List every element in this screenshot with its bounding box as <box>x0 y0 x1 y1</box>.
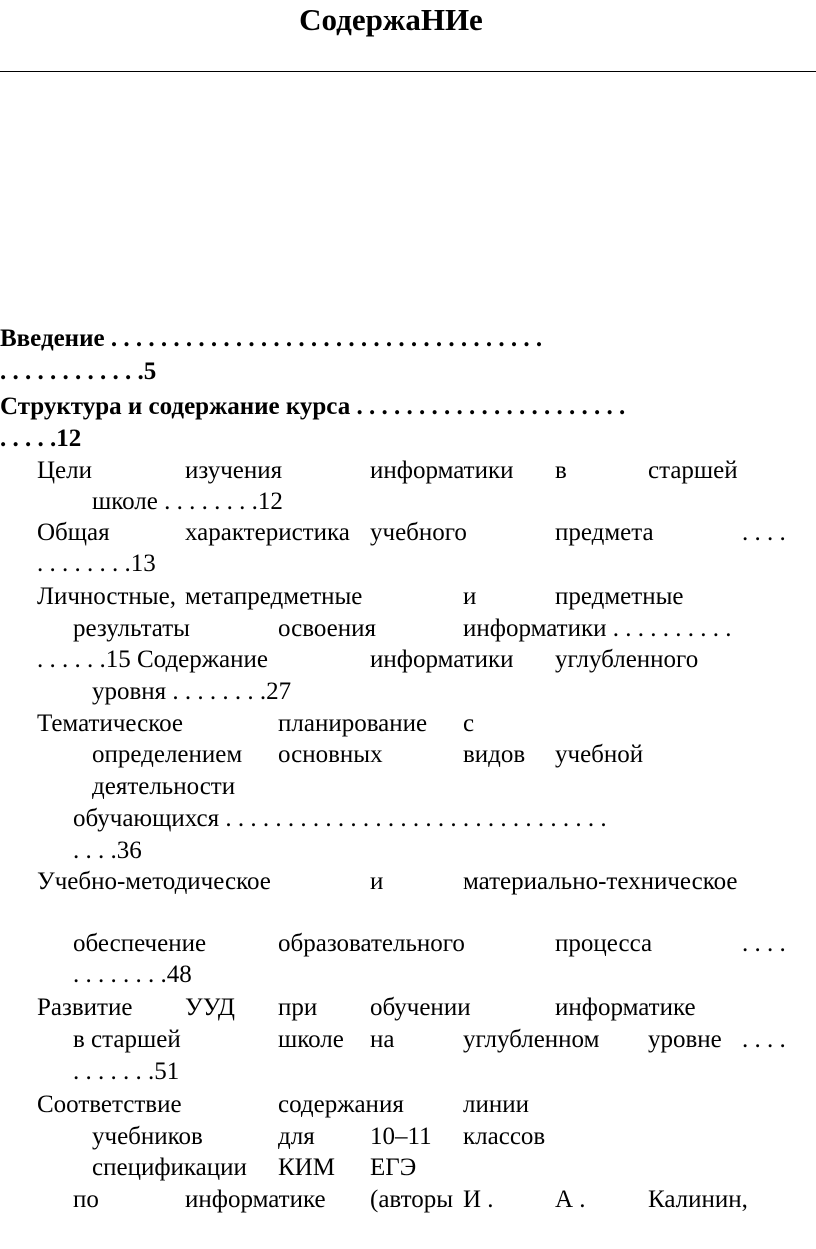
toc-word: учебной <box>555 741 644 768</box>
toc-word: 10–11 <box>370 1123 432 1150</box>
toc-word: информатики . . . . . . . . . . <box>463 615 732 642</box>
toc-word: планирование <box>278 710 428 737</box>
toc-word: линии <box>463 1091 529 1118</box>
toc-line: . . . .36 <box>73 837 142 864</box>
toc-line: . . . . . . .51 <box>73 1058 180 1085</box>
toc-word: метапредметные <box>185 583 363 610</box>
toc-word: основных <box>278 741 383 768</box>
toc-word: материально-техническое <box>463 868 738 895</box>
toc-line: Структура и содержание курса . . . . . . . . . . . . . . . . . . . . . . <box>0 393 626 420</box>
toc-word: для <box>278 1123 315 1150</box>
toc-word: обучении <box>370 994 471 1021</box>
toc-word: определением <box>92 741 243 768</box>
toc-line: школе . . . . . . . .12 <box>92 488 283 515</box>
toc-dots: . . . . <box>742 519 786 546</box>
toc-dots: . . . . <box>742 1026 786 1053</box>
toc-word: с <box>463 710 475 737</box>
toc-word: образовательного <box>278 930 465 957</box>
toc-word: Калинин, <box>648 1186 748 1213</box>
title-divider <box>0 71 816 72</box>
toc-dots: . . . . <box>742 930 786 957</box>
toc-word: ЕГЭ <box>370 1154 417 1181</box>
toc-word: (авторы <box>370 1186 453 1213</box>
toc-word: старшей <box>648 457 738 484</box>
toc-word: на <box>370 1026 395 1053</box>
toc-word: предмета <box>555 519 654 546</box>
toc-word: учебного <box>370 519 467 546</box>
toc-word: по <box>73 1186 99 1213</box>
toc-word: УУД <box>185 994 235 1021</box>
toc-word: . . . . . .15 Содержание <box>37 646 268 673</box>
toc-word: Личностные, <box>37 583 176 610</box>
toc-word: в старшей <box>73 1026 181 1053</box>
toc-word: И . <box>463 1186 494 1213</box>
toc-word: школе <box>278 1026 344 1053</box>
toc-word: информатики <box>370 457 514 484</box>
toc-line: Введение . . . . . . . . . . . . . . . . . . . . . . . . . . . . . . . . . . . <box>0 325 543 352</box>
toc-word: спецификации <box>92 1154 247 1181</box>
toc-line: . . . . . . . .48 <box>73 961 192 988</box>
toc-word: и <box>370 868 384 895</box>
toc-word: Развитие <box>37 994 133 1021</box>
toc-word: КИМ <box>278 1154 335 1181</box>
toc-word: информатике <box>185 1186 326 1213</box>
toc-word: А . <box>555 1186 586 1213</box>
toc-word: изучения <box>185 457 283 484</box>
toc-word: освоения <box>278 615 377 642</box>
toc-word: углубленном <box>463 1026 600 1053</box>
toc-word: Учебно-методическое <box>37 868 271 895</box>
toc-word: в <box>555 457 567 484</box>
toc-word: предметные <box>555 583 684 610</box>
toc-word: обеспечение <box>73 930 207 957</box>
toc-word: информатике <box>555 994 696 1021</box>
toc-word: видов <box>463 741 526 768</box>
toc-word: классов <box>463 1123 546 1150</box>
toc-word: процесса <box>555 930 653 957</box>
toc-word: Соответствие <box>37 1091 182 1118</box>
toc-line: обучающихся . . . . . . . . . . . . . . . . . . . . . . . . . . . . . . . <box>73 805 607 832</box>
toc-word: содержания <box>278 1091 404 1118</box>
toc-line: уровня . . . . . . . .27 <box>92 678 292 705</box>
toc-word: и <box>463 583 477 610</box>
toc-word: информатики <box>370 646 514 673</box>
toc-line: . . . . . . . .13 <box>37 550 156 577</box>
toc-line: деятельности <box>92 773 236 800</box>
toc-word: учебников <box>92 1123 203 1150</box>
toc-word: Общая <box>37 519 110 546</box>
toc-word: уровне <box>648 1026 722 1053</box>
toc-line: . . . . . . . . . . . .5 <box>0 358 157 385</box>
toc-word: Цели <box>37 457 93 484</box>
toc-word: характеристика <box>185 519 350 546</box>
toc-word: при <box>278 994 318 1021</box>
toc-word: Тематическое <box>37 710 183 737</box>
toc-word: результаты <box>73 615 190 642</box>
toc-word: углубленного <box>555 646 699 673</box>
toc-line: . . . . .12 <box>0 425 82 452</box>
page-title: СодержаНИе <box>299 2 483 37</box>
